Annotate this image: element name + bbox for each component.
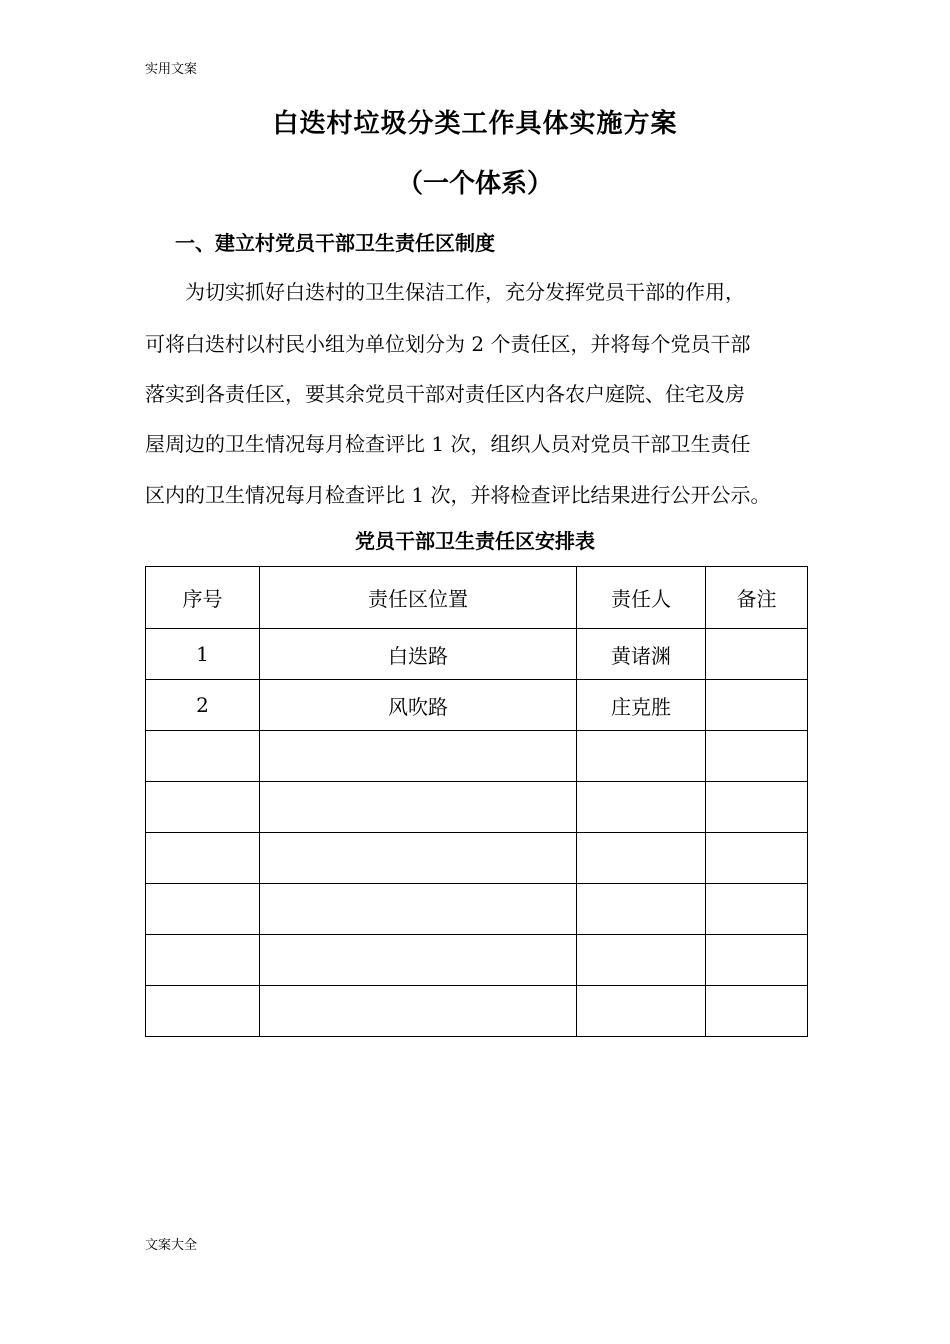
cell-location [260, 884, 577, 935]
cell-person [577, 884, 706, 935]
table-row [146, 731, 808, 782]
page-header: 实用文案 [145, 62, 198, 77]
document-subtitle: （一个体系） [396, 169, 553, 199]
cell-index [146, 935, 260, 986]
paragraph-line: 可将白迭村以村民小组为单位划分为 2 个责任区，并将每个党员干部 [145, 332, 751, 356]
table-header-row [146, 567, 808, 629]
header-cell-location: 责任区位置 [260, 567, 577, 629]
cell-person [577, 833, 706, 884]
cell-notes [706, 986, 808, 1037]
cell-location: 白迭路 [260, 629, 577, 680]
paragraph-line: 为切实抓好白迭村的卫生保洁工作，充分发挥党员干部的作用， [145, 280, 745, 304]
cell-index [146, 731, 260, 782]
cell-index [146, 884, 260, 935]
cell-notes [706, 935, 808, 986]
cell-index [146, 782, 260, 833]
cell-person [577, 731, 706, 782]
cell-location [260, 833, 577, 884]
cell-notes [706, 731, 808, 782]
cell-index [146, 833, 260, 884]
table-row [146, 629, 808, 680]
cell-location [260, 935, 577, 986]
paragraph-line: 屋周边的卫生情况每月检查评比 1 次，组织人员对党员干部卫生责任 [145, 432, 751, 456]
table-row [146, 833, 808, 884]
cell-person: 黄诸渊 [577, 629, 706, 680]
page-footer: 文案大全 [145, 1238, 198, 1253]
responsibility-table [145, 566, 808, 1037]
header-cell-person: 责任人 [577, 567, 706, 629]
cell-notes [706, 782, 808, 833]
cell-notes [706, 884, 808, 935]
cell-location [260, 731, 577, 782]
table-row [146, 884, 808, 935]
table-row [146, 935, 808, 986]
cell-notes [706, 680, 808, 731]
table-title: 党员干部卫生责任区安排表 [355, 529, 595, 553]
cell-index: 1 [146, 629, 260, 680]
header-cell-index: 序号 [146, 567, 260, 629]
cell-location [260, 782, 577, 833]
document-title: 白迭村垃圾分类工作具体实施方案 [272, 109, 678, 139]
cell-person [577, 935, 706, 986]
cell-notes [706, 833, 808, 884]
cell-person [577, 782, 706, 833]
paragraph-line: 区内的卫生情况每月检查评比 1 次，并将检查评比结果进行公开公示。 [145, 483, 771, 507]
section-heading: 一、建立村党员干部卫生责任区制度 [175, 231, 495, 255]
cell-location: 风吹路 [260, 680, 577, 731]
cell-location [260, 986, 577, 1037]
table-row [146, 782, 808, 833]
cell-index [146, 986, 260, 1037]
cell-index: 2 [146, 680, 260, 731]
cell-person [577, 986, 706, 1037]
table-row [146, 680, 808, 731]
cell-person: 庄克胜 [577, 680, 706, 731]
cell-notes [706, 629, 808, 680]
table-row [146, 986, 808, 1037]
header-cell-notes: 备注 [706, 567, 808, 629]
paragraph-line: 落实到各责任区，要其余党员干部对责任区内各农户庭院、住宅及房 [145, 382, 745, 406]
